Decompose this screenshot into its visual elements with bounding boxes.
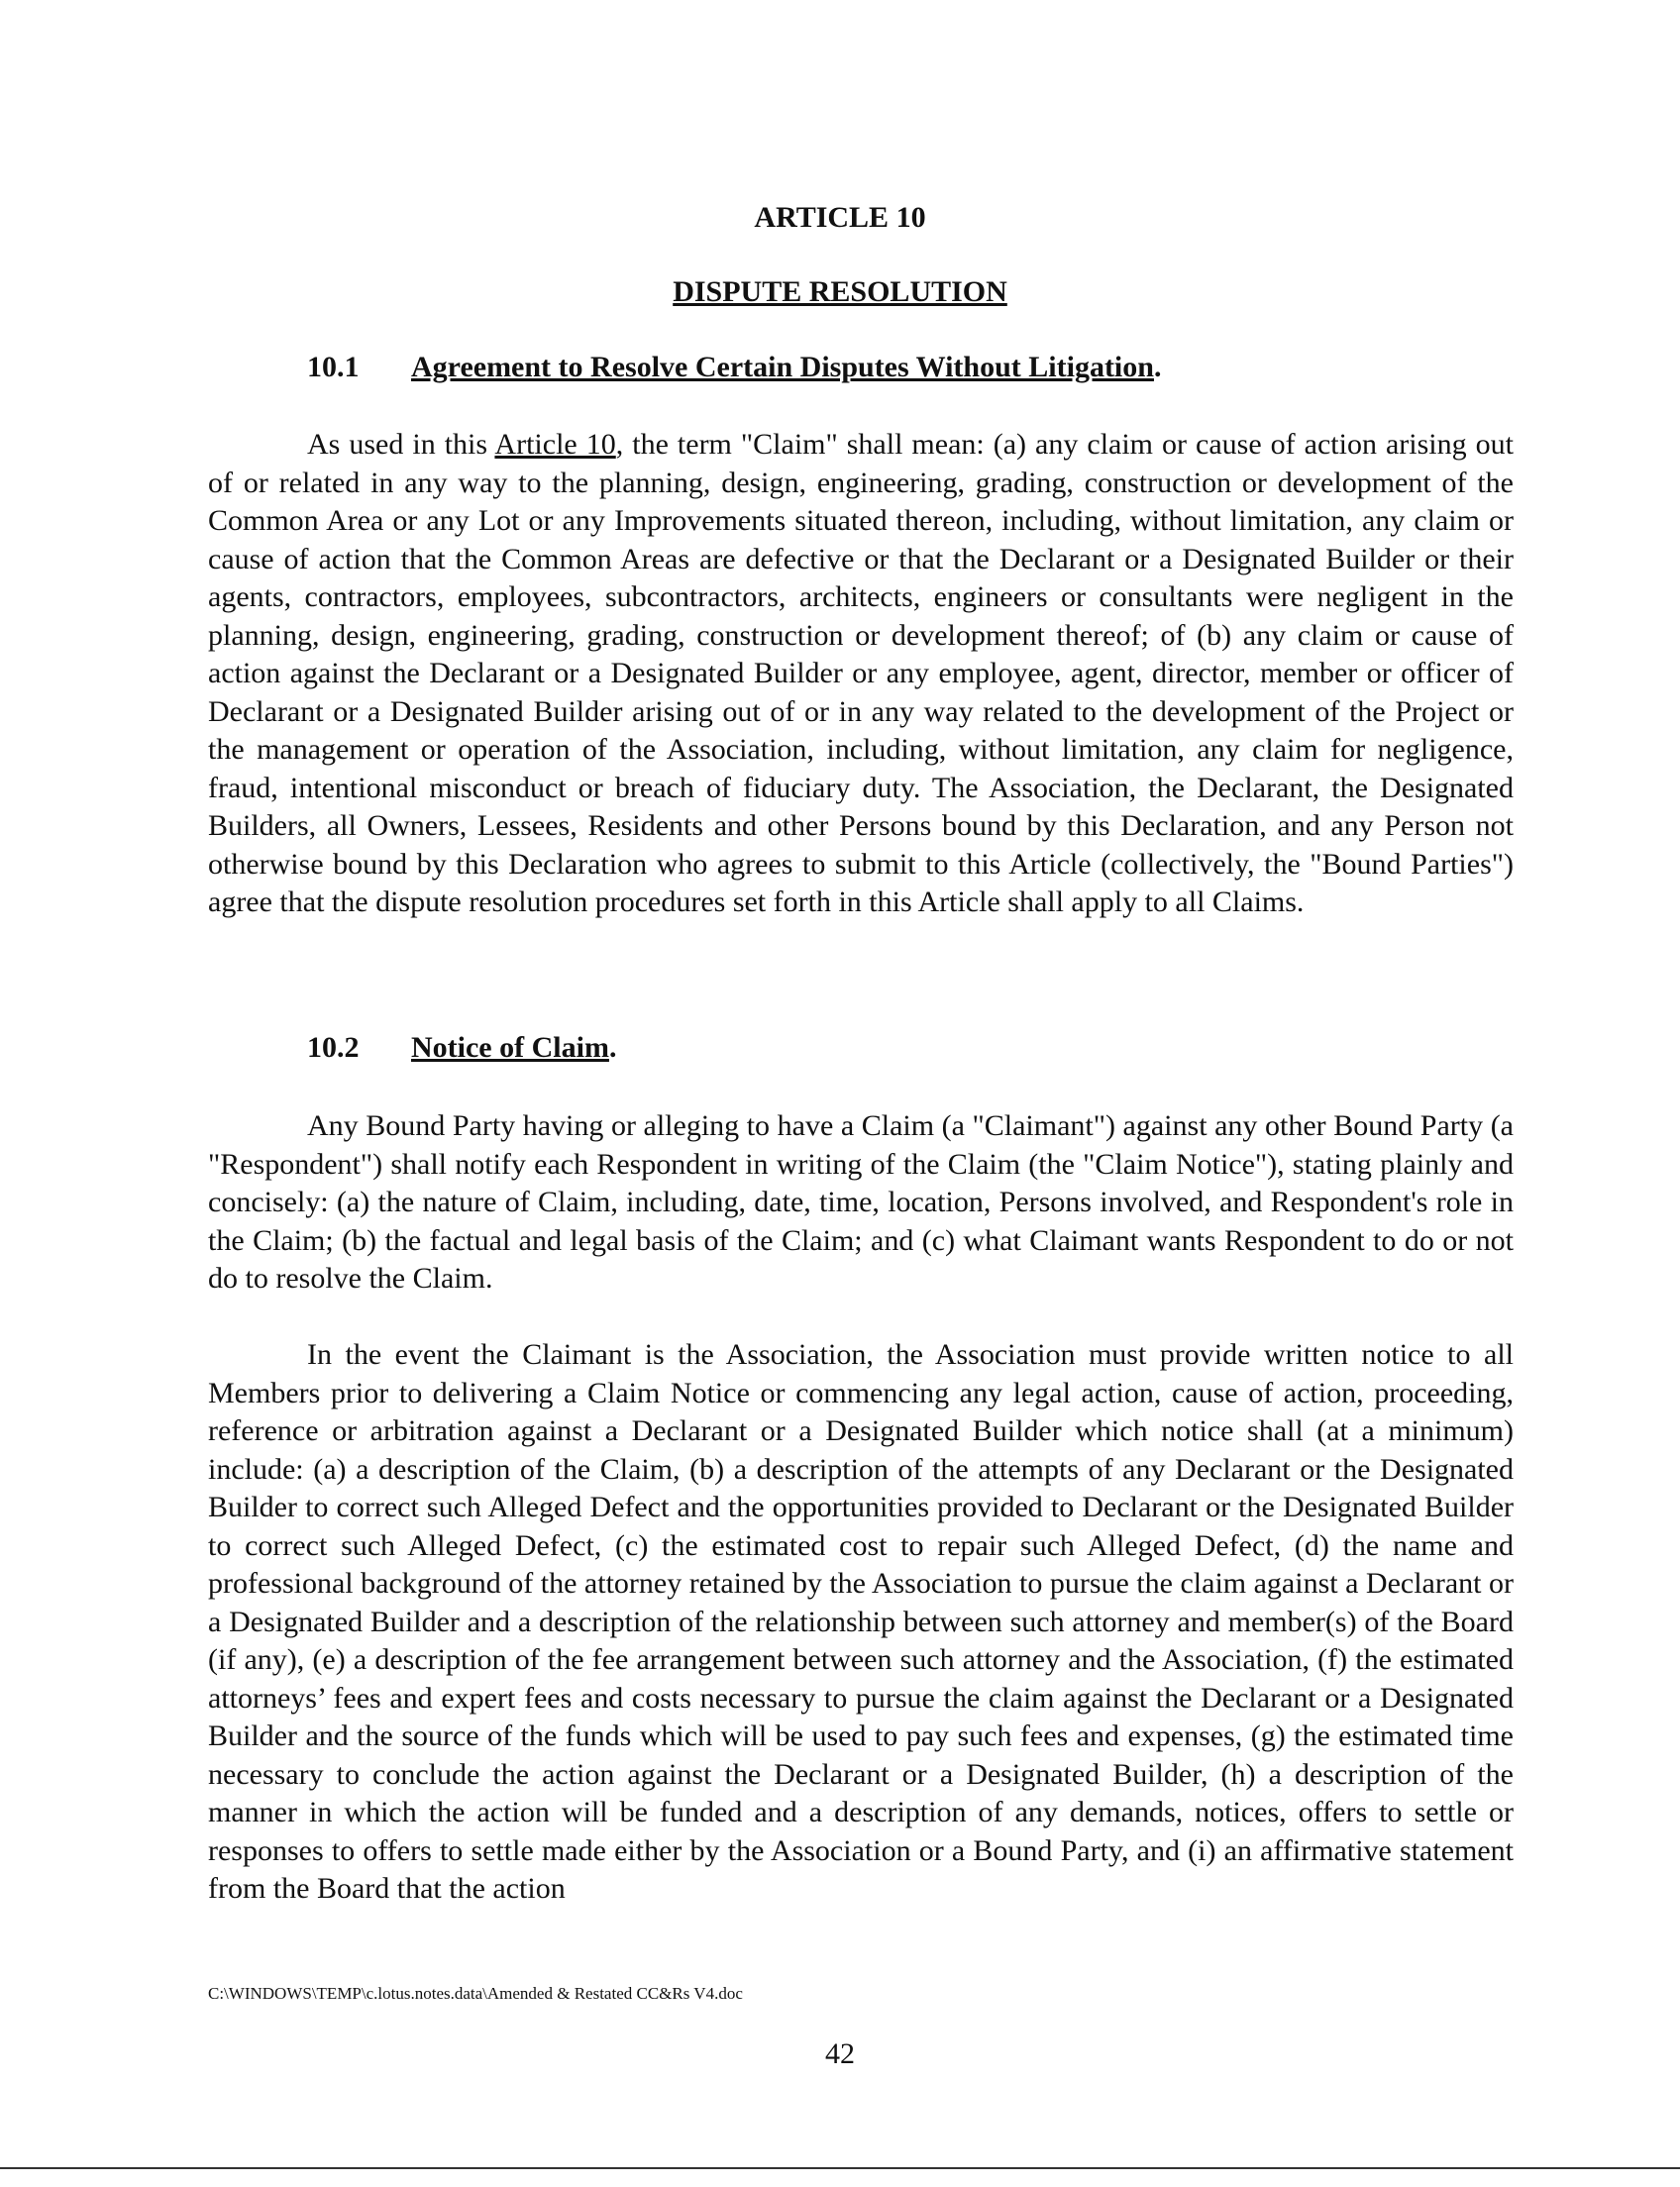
footer-file-path: C:\WINDOWS\TEMP\c.lotus.notes.data\Amended & Restated CC&Rs V4.doc [208,1984,743,2003]
section-title: Notice of Claim [411,1031,609,1064]
page-number: 42 [825,2037,855,2070]
section-heading-10-2 [307,1030,616,1066]
paragraph-claim-definition [208,426,1514,922]
section-number: 10.1 [307,351,360,383]
scan-edge-divider [0,2167,1680,2169]
paragraph-association-claimant: In the event the Claimant is the Association, the Association must provide written notice to all Members prior to delivering a Claim Notice or commencing any legal action, cause of action, proceeding, reference or arbitration against a Declarant or a Designated Builder which notice shall (at a minimum) include: (a) a description of the Claim, (b) a description of the attempts of any Declarant or the Designated Builder to correct such Alleged Defect and the opportunities provided to Declarant or the Designated Builder to correct such Alleged Defect, (c) the estimated cost to repair such Alleged Defect, (d) the name and professional background of the attorney retained by the Association to pursue the claim against a Declarant or a Designated Builder and a description of the relationship between such attorney and member(s) of the Board (if any), (e) a description of the fee arrangement between such attorney and the Association, (f) the estimated attorneys’ fees and expert fees and costs necessary to pursue the claim against the Declarant or a Designated Builder and the source of the funds which will be used to pay such fees and expenses, (g) the estimated time necessary to conclude the action against the Declarant or a Designated Builder, (h) a description of the manner in which the action will be funded and a description of any demands, notices, offers to settle or responses to offers to settle made either by the Association or a Bound Party, and (i) an affirmative statement from the Board that the action [208,1338,1514,1905]
paragraph-lead: As used in this [307,428,495,461]
article-reference: Article 10 [494,428,616,461]
section-number: 10.2 [307,1031,360,1064]
paragraph-claim-notice: Any Bound Party having or alleging to have a Claim (a "Claimant") against any other Bound Party (a "Respondent") shall notify each Respondent in writing of the Claim (the "Claim Notice"), stating plainly and concisely: (a) the nature of Claim, including, date, time, location, Persons involved, and Respondent's role in the Claim; (b) the factual and legal basis of the Claim; and (c) what Claimant wants Respondent to do or not do to resolve the Claim. [208,1109,1514,1295]
section-title-suffix: . [608,1031,617,1064]
article-heading: ARTICLE 10 [754,201,926,234]
paragraph-text: , the term "Claim" shall mean: (a) any claim or cause of action arising out of or related in any way to the planning, design, engineering, grading, construction or development of the Common Area or any Lot or any Improvements situated thereon, including, without limitation, any claim or cause of action that the Common Areas are defective or that the Declarant or a Designated Builder or their agents, contractors, employees, subcontractors, architects, engineers or consultants were negligent in the planning, design, engineering, grading, construction or development thereof; of (b) any claim or cause of action against the Declarant or a Designated Builder or any employee, agent, director, member or officer of Declarant or a Designated Builder arising out of or in any way related to the development of the Project or the management or operation of the Association, including, without limitation, any claim for negligence, fraud, intentional misconduct or breach of fiduciary duty. The Association, the Declarant, the Designated Builders, all Owners, Lessees, Residents and other Persons bound by this Declaration, and any Person not otherwise bound by this Declaration who agrees to submit to this Article (collectively, the "Bound Parties") agree that the dispute resolution procedures set forth in this Article shall apply to all Claims. [208,428,1514,918]
section-title: Agreement to Resolve Certain Disputes Without Litigation [411,351,1154,383]
section-title-suffix: . [1153,351,1162,383]
article-title: DISPUTE RESOLUTION [673,275,1007,308]
section-heading-10-1 [307,350,1161,385]
